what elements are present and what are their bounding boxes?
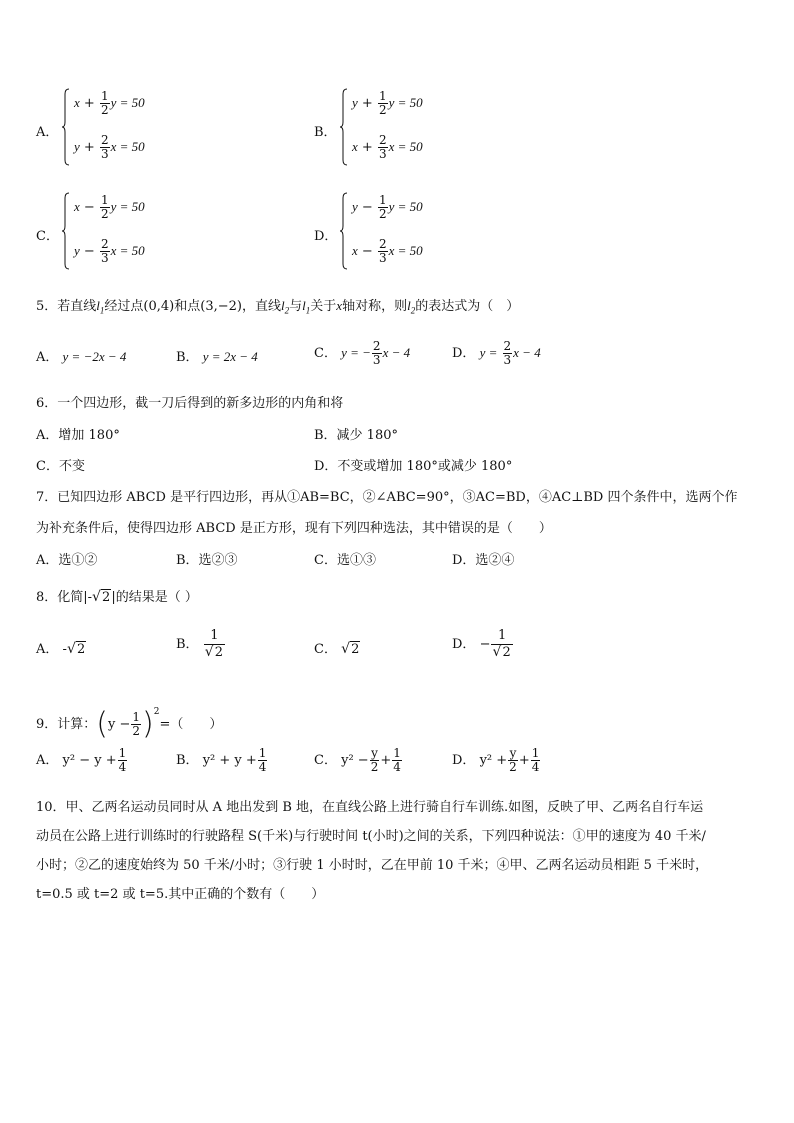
question-5-option-d: D． y = $\frac{2}{3}$ x − 4 [452,339,541,367]
question-8-option-c: C． √ 2 [314,641,360,659]
question-10-stem-line-1: 10．甲、乙两名运动员同时从 A 地出发到 B 地，在直线公路上进行骑自行车训练.如图，反映了甲、乙两名自行车运 [36,800,704,815]
question-7-stem-line-2: 为补充条件后，使得四边形 ABCD 是正方形，现有下列四种选法，其中错误的是（ ） [36,521,552,536]
question-10-stem-line-3: 小时；②乙的速度始终为 50 千米/小时；③行驶 1 小时时，乙在甲前 10 千米；④甲、乙两名运动员相距 5 千米时， [36,858,709,873]
option-label: C． [36,229,59,244]
brace-icon [62,192,70,270]
question-8-option-a: A． -√ 2 [36,641,86,659]
question-9-option-b: B． y² + y + $\frac{1}{4}$ [176,746,267,774]
question-7-option-b: B．选②③ [176,553,238,568]
question-9-option-c: C． y² − $\frac{y}{2}$ + $\frac{1}{4}$ [314,746,401,774]
question-10-stem-line-2: 动员在公路上进行训练时的行驶路程 S(千米)与行驶时间 t(小时)之间的关系，下列四种说法：①甲的速度为 40 千米/ [36,829,706,844]
question-8-option-b: B． 1 √ 2 [176,628,226,661]
question-7-stem-line-1: 7．已知四边形 ABCD 是平行四边形，再从①AB=BC，②∠ABC=90°，③AC=BD，④AC⊥BD 四个条件中，选两个作 [36,490,738,505]
question-5-option-b: B． y = 2x − 4 [176,349,258,365]
option-label: D． [314,229,338,244]
question-6-option-c: C．不变 [36,459,85,474]
question-9-option-a: A． y² − y + $\frac{1}{4}$ [36,746,127,774]
question-9-stem: 9．计算：(y − $\frac{1}{2}$ )$^2$=（ ） [36,706,223,742]
question-5-option-a: A． y = −2x − 4 [36,349,127,365]
question-7-option-a: A．选①② [36,553,98,568]
question-5-stem: 5．若直线$l_1$经过点(0,4)和点(3,−2)，直线$l_2$与$l_1$关于x轴对称，则$l_2$的表达式为（ ） [36,298,520,316]
brace-icon [62,88,70,166]
question-6-option-b: B．减少 180° [314,428,398,443]
question-8-stem: 8．化简|-√ 2|的结果是（ ） [36,589,198,607]
question-7-option-d: D．选②④ [452,553,515,568]
question-6-option-d: D．不变或增加 180°或减少 180° [314,459,513,474]
option-label: A． [36,125,59,140]
question-6-option-a: A．增加 180° [36,428,120,443]
option-label: B． [314,125,337,140]
question-7-option-c: C．选①③ [314,553,376,568]
question-6-stem: 6．一个四边形，截一刀后得到的新多边形的内角和将 [36,396,344,411]
question-9-option-d: D． y² + $\frac{y}{2}$ + $\frac{1}{4}$ [452,746,540,774]
question-8-option-d: D． − 1 √ 2 [452,628,514,661]
question-10-stem-line-4: t=0.5 或 t=2 或 t=5.其中正确的个数有（ ） [36,887,325,902]
brace-icon [340,88,348,166]
brace-icon [340,192,348,270]
question-5-option-c: C． y = − $\frac{2}{3}$ x − 4 [314,339,411,367]
